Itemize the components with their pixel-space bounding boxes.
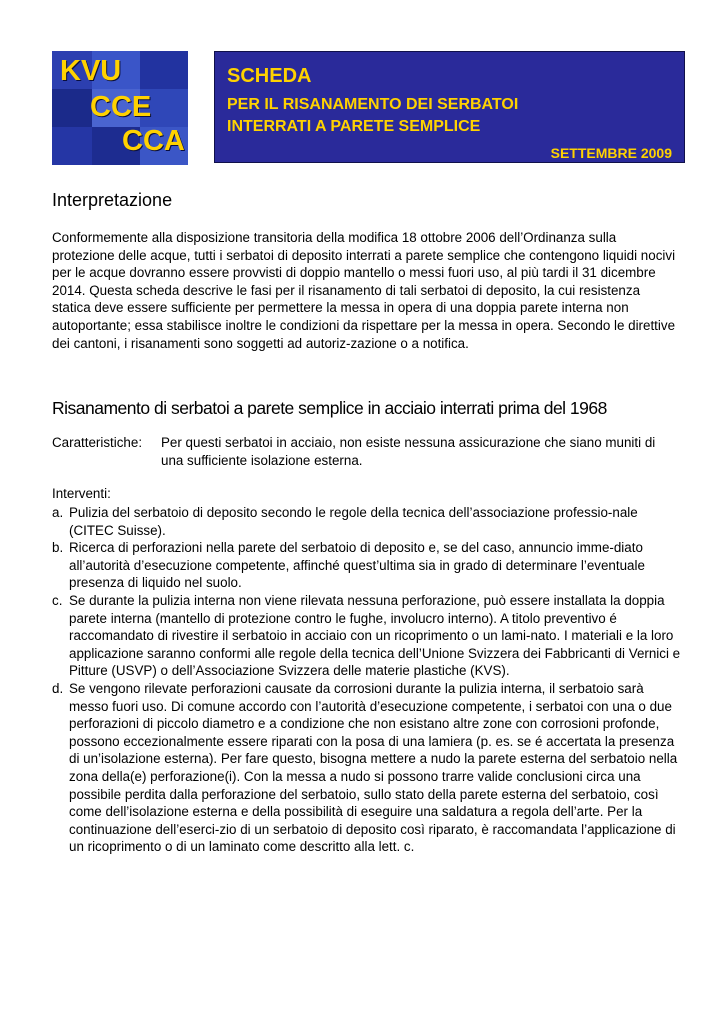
caratteristiche-label: Caratteristiche: xyxy=(52,435,143,450)
subtitle-line-2: INTERRATI A PARETE SEMPLICE xyxy=(227,118,481,135)
list-marker: a. xyxy=(52,505,64,520)
publication-date: SETTEMBRE 2009 xyxy=(550,145,672,161)
document-type-title: SCHEDA xyxy=(227,65,312,87)
list-item-text: Se durante la pulizia interna non viene rilevata nessuna perforazione, può essere installata la doppia parete interna (mantello di protezione contro le fughe, involucro interno). A titolo preventivo é raccomandato di rivestire il serbatoio in acciaio con un ricoprimento o un lami-nato. I materiali e la loro applicazione saranno conformi alle regole della tecnica dell’Unione Svizzera dei Fabbricanti di Vernici e Pitture (USVP) o dell’Associazione Svizzera delle materie plastiche (KVS). xyxy=(69,592,681,679)
logo-text-kvu: KVU xyxy=(60,55,122,87)
logo-tile xyxy=(52,127,92,165)
interpretazione-paragraph: Conformemente alla disposizione transitoria della modifica 18 ottobre 2006 dell’Ordinanza sulla protezione delle acque, tutti i serbatoi di deposito interrati a parete semplice che contengono liquidi nocivi per le acque dovranno essere provvisti di doppio mantello o messi fuori uso, al più tardi il 31 dicembre 2014. Questa scheda descrive le fasi per il risanamento di tali serbatoi di deposito, la cui resistenza statica deve essere sufficiente per permettere la messa in opera di una doppia parete interna non autoportante; essa stabilisce inoltre le condizioni da rispettare per la messa in opera. Secondo le direttive dei cantoni, i risanamenti sono soggetti ad autoriz-zazione o a notifica. xyxy=(52,230,676,351)
list-item xyxy=(52,539,682,592)
caratteristiche-text: Per questi serbatoi in acciaio, non esiste nessuna assicurazione che siano muniti di una sufficiente isolazione esterna. xyxy=(161,435,656,468)
logo-text-cce: CCE xyxy=(90,91,152,123)
kvu-cce-cca-logo xyxy=(52,51,188,165)
logo-tile xyxy=(52,89,92,127)
list-item-text: Pulizia del serbatoio di deposito secondo le regole della tecnica dell’associazione professio-nale (CITEC Suisse). xyxy=(69,505,638,538)
interventi-label: Interventi: xyxy=(52,486,111,501)
list-marker: d. xyxy=(52,680,64,696)
document-subtitle xyxy=(227,94,518,138)
list-marker: c. xyxy=(52,592,63,608)
list-item-text: Se vengono rilevate perforazioni causate da corrosioni durante la pulizia interna, il serbatoio sarà messo fuori uso. Di comune accordo con l’autorità d’esecuzione competente, i serbatoi con una o due perforazioni di piccolo diametro e a condizione che non esistano altre zone con corrosioni profonde, possono eccezionalmente essere riparati con la posa di una lamiera (p. es. se é accertata la presenza di un’isolazione esterna). Per fare questo, bisogna mettere a nudo la parete esterna del serbatoio nella zona della(e) perforazione(i). Con la messa a nudo si possono trarre valide conclusioni circa una possibile perdita dalla perforazione del serbatoio, sullo stato della parete esterna del serbatoio, così come dell’isolazione esterna e della possibilità di eseguire una saldatura a regola dell’arte. Per la continuazione dell’eserci-zio di un serbatoio di deposito così riparato, è raccomandata l’applicazione di un ricoprimento o di un laminato come descritto alla lett. c. xyxy=(69,680,678,855)
logo-text-cca: CCA xyxy=(122,125,185,157)
interventi-list xyxy=(52,504,682,856)
list-item xyxy=(52,592,682,680)
logo-tile xyxy=(140,51,188,89)
section-heading-interpretazione: Interpretazione xyxy=(52,190,173,210)
section-heading-risanamento: Risanamento di serbatoi a parete semplice in acciaio interrati prima del 1968 xyxy=(52,398,607,418)
list-item-text: Ricerca di perforazioni nella parete del serbatoio di deposito e, se del caso, annuncio imme-diato all’autorità d’esecuzione competente, affinché quest’ultima sia in grado di determinare l’eventuale presenza di liquido nel suolo. xyxy=(69,540,645,591)
subtitle-line-1: PER IL RISANAMENTO DEI SERBATOI xyxy=(227,96,519,113)
list-item xyxy=(52,680,682,856)
list-item xyxy=(52,504,682,539)
list-marker: b. xyxy=(52,540,64,556)
header-banner xyxy=(214,51,685,163)
